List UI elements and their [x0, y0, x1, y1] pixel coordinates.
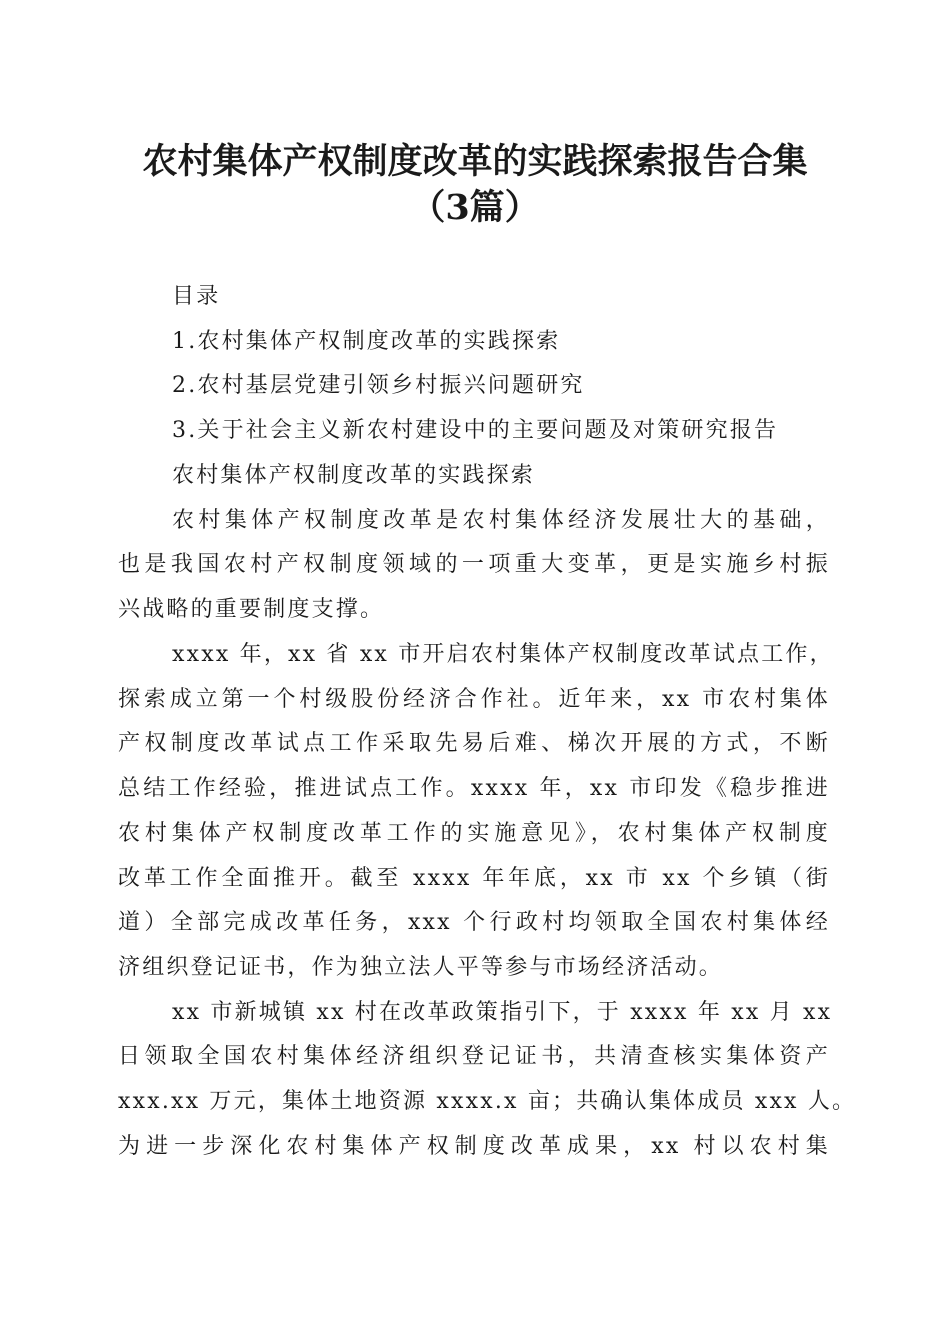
paragraph-line: xxxx 年，xx 省 xx 市开启农村集体产权制度改革试点工作， — [172, 642, 834, 667]
paragraph-line: xxx.xx 万元，集体土地资源 xxxx.x 亩；共确认集体成员 xxx 人。 — [118, 1089, 857, 1114]
toc-item: 2.农村基层党建引领乡村振兴问题研究 — [172, 373, 585, 398]
document-title-subtitle: （3篇） — [410, 187, 540, 228]
paragraph-line: 农村集体产权制度改革工作的实施意见》，农村集体产权制度 — [118, 821, 830, 846]
paragraph-line: 也是我国农村产权制度领域的一项重大变革，更是实施乡村振 — [118, 552, 830, 577]
paragraph-line: 产权制度改革试点工作采取先易后难、梯次开展的方式，不断 — [118, 731, 830, 756]
document-title: 农村集体产权制度改革的实践探索报告合集 — [142, 141, 808, 182]
paragraph-line: 农村集体产权制度改革是农村集体经济发展壮大的基础， — [172, 508, 830, 533]
paragraph-line: 济组织登记证书，作为独立法人平等参与市场经济活动。 — [118, 955, 724, 980]
toc-heading: 目录 — [172, 284, 221, 309]
toc-item: 1.农村集体产权制度改革的实践探索 — [172, 329, 561, 354]
toc-item: 3.关于社会主义新农村建设中的主要问题及对策研究报告 — [172, 418, 779, 443]
paragraph-line: 总结工作经验，推进试点工作。xxxx 年，xx 市印发《稳步推进 — [118, 776, 830, 801]
paragraph-line: 为进一步深化农村集体产权制度改革成果，xx 村以农村集 — [118, 1134, 830, 1159]
paragraph-line: 日领取全国农村集体经济组织登记证书，共清查核实集体资产 — [118, 1044, 830, 1069]
paragraph-line: 兴战略的重要制度支撑。 — [118, 597, 385, 622]
paragraph-line: 改革工作全面推开。截至 xxxx 年年底，xx 市 xx 个乡镇（街 — [118, 866, 830, 891]
paragraph-line: 探索成立第一个村级股份经济合作社。近年来，xx 市农村集体 — [118, 687, 830, 712]
paragraph-line: 道）全部完成改革任务，xxx 个行政村均领取全国农村集体经 — [118, 910, 830, 935]
section-title: 农村集体产权制度改革的实践探索 — [172, 463, 536, 488]
paragraph-line: xx 市新城镇 xx 村在改革政策指引下，于 xxxx 年 xx 月 xx — [172, 1000, 833, 1025]
